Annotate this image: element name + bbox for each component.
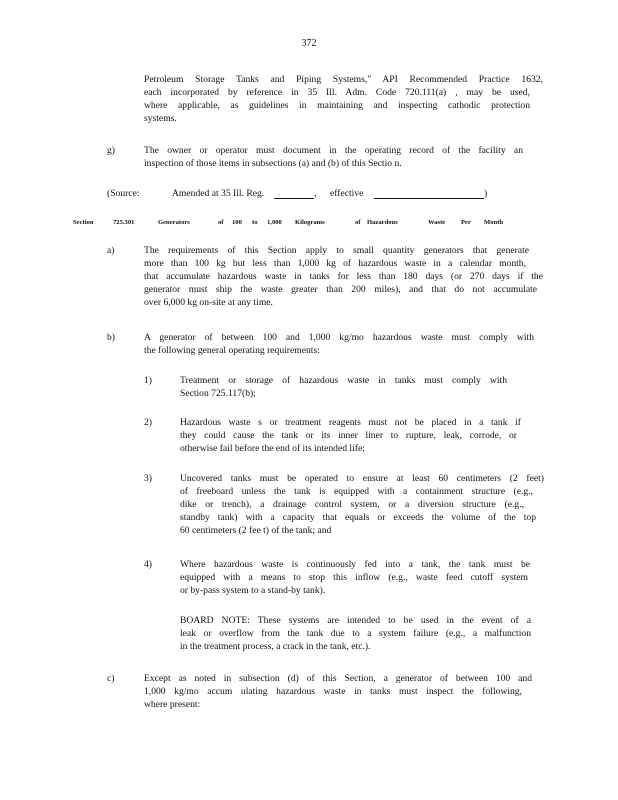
register-blank xyxy=(274,188,317,199)
source-close: ) xyxy=(484,188,488,199)
source-effective: effective xyxy=(330,188,364,199)
heading-word: of xyxy=(355,219,361,226)
text-line: they could cause the tank or its inner liner to rupture, leak, corrode, or xyxy=(180,430,517,441)
heading-word: of xyxy=(218,219,224,226)
heading-word: Generators xyxy=(158,219,190,226)
heading-word: Kilograms xyxy=(295,219,325,226)
text-line: Except as noted in subsection (d) of this Section, a generator of between 100 and xyxy=(144,673,532,684)
heading-word: Waste xyxy=(428,219,446,226)
heading-word: 1,000 xyxy=(267,219,282,226)
heading-word: Month xyxy=(484,219,504,226)
text-line: each incorporated by reference in 35 Ill. Adm. Code 720.111(a) , may be used, xyxy=(144,87,530,98)
text-line: The requirements of this Section apply to small quantity generators that generate xyxy=(144,245,529,256)
text-line: Section 725.117(b); xyxy=(180,388,256,399)
item-label: a) xyxy=(107,245,115,256)
text-line: leak or overflow from the tank due to a system failure (e.g., a malfunction xyxy=(180,628,531,639)
item-label: b) xyxy=(107,332,115,343)
heading-word: Per xyxy=(461,219,471,226)
text-line: A generator of between 100 and 1,000 kg/mo hazardous waste must comply with xyxy=(144,332,534,343)
source-comma: , xyxy=(314,188,317,199)
text-line: that accumulate hazardous waste in tanks for less than 180 days (or 270 days if the xyxy=(144,271,543,282)
text-line: of freeboard unless the tank is equipped with a containment structure (e.g., xyxy=(180,486,533,497)
text-line: Petroleum Storage Tanks and Piping Systems," API Recommended Practice 1632, xyxy=(144,74,543,85)
text-line: Where hazardous waste is continuously fed into a tank, the tank must be xyxy=(180,559,530,570)
text-line: equipped with a means to stop this inflow (e.g., waste feed cutoff system xyxy=(180,572,528,583)
effective-date-blank xyxy=(374,189,484,199)
item-label: c) xyxy=(107,673,115,684)
heading-word: Hazardous xyxy=(367,219,398,226)
text-line: generator must ship the waste greater than 200 miles), and that do not accumulate xyxy=(144,284,537,295)
text-line: where present: xyxy=(144,699,201,710)
subitem-label: 3) xyxy=(144,473,152,484)
heading-word: 100 xyxy=(232,219,242,226)
subitem-label: 1) xyxy=(144,375,152,386)
text-line: Uncovered tanks must be operated to ensure at least 60 centimeters (2 feet) xyxy=(180,473,544,484)
heading-word: to xyxy=(252,219,258,226)
subitem-label: 2) xyxy=(144,417,152,428)
section-number: 725.301 xyxy=(113,219,135,226)
text-line: dike or trench), a drainage control system, or a diversion structure (e.g., xyxy=(180,499,524,510)
text-line: where applicable, as guidelines in maintaining and inspecting cathodic protection xyxy=(144,100,530,111)
text-line: the following general operating requirements: xyxy=(144,345,320,356)
subitem-label: 4) xyxy=(144,559,152,570)
source-prefix: (Source: xyxy=(107,188,140,199)
text-line: The owner or operator must document in the operating record of the facility an xyxy=(144,145,523,156)
text-line: systems. xyxy=(144,113,177,124)
page-number: 372 xyxy=(301,38,317,49)
text-line: more than 100 kg but less than 1,000 kg of hazardous waste in a calendar month, xyxy=(144,258,526,269)
text-line: Treatment or storage of hazardous waste in tanks must comply with xyxy=(180,375,507,386)
section-label: Section xyxy=(73,219,94,226)
text-line: BOARD NOTE: These systems are intended to be used in the event of a xyxy=(180,615,531,626)
text-line: 1,000 kg/mo accum ulating hazardous waste in tanks must inspect the following, xyxy=(144,686,522,697)
text-line: over 6,000 kg on-site at any time. xyxy=(144,297,273,308)
text-line: 60 centimeters (2 fee t) of the tank; and xyxy=(180,525,332,536)
text-line: or by-pass system to a stand-by tank). xyxy=(180,585,326,596)
item-label: g) xyxy=(107,145,115,156)
text-line: otherwise fail before the end of its intended life; xyxy=(180,443,365,454)
source-amended: Amended at 35 Ill. Reg. xyxy=(172,188,265,199)
text-line: inspection of those items in subsections (a) and (b) of this Sectio n. xyxy=(144,158,402,169)
text-line: standby tank) with a capacity that equals or exceeds the volume of the top xyxy=(180,512,536,523)
text-line: in the treatment process, a crack in the tank, etc.). xyxy=(180,641,371,652)
text-line: Hazardous waste s or treatment reagents must not be placed in a tank if xyxy=(180,417,521,428)
